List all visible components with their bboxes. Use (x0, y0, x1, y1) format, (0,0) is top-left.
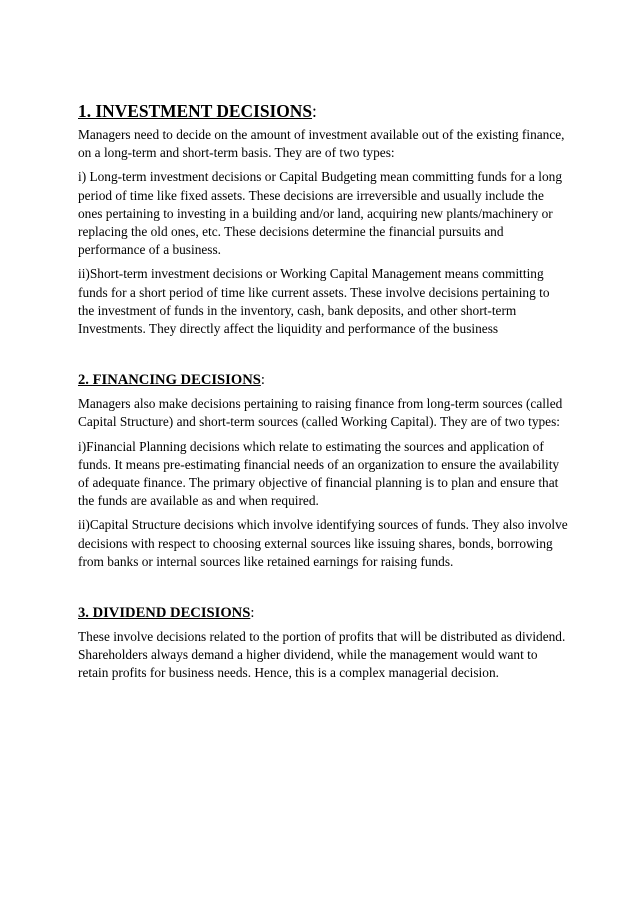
heading-colon: : (260, 372, 265, 389)
paragraph: Managers need to decide on the amount of investment available out of the existing finance, on a long-term and short-term basis. They are of two types: (78, 127, 565, 161)
heading-colon: : (312, 101, 317, 121)
section-spacer (78, 344, 568, 370)
section-investment-decisions (78, 100, 568, 338)
section-financing-decisions (78, 370, 568, 571)
paragraph: ii)Capital Structure decisions which involve identifying sources of funds. They also involve decisions with respect to choosing external sources like issuing shares, bonds, borrowing from banks or internal sources like retained earnings for raising funds. (78, 517, 568, 569)
paragraph: Managers also make decisions pertaining to raising finance from long-term sources (called Capital Structure) and short-term sources (called Working Capital). They are of two types: (78, 396, 563, 430)
section-heading (78, 603, 568, 623)
section-title: 2. FINANCING DECISIONS (78, 372, 261, 389)
section-heading (78, 370, 568, 390)
section-title: 1. INVESTMENT DECISIONS (78, 101, 313, 121)
paragraph: i)Financial Planning decisions which relate to estimating the sources and application of funds. It means pre-estimating financial needs of an organization to ensure the availability of adequate finance. The primary objective of financial planning is to plan and ensure that the funds are available as and when required. (78, 438, 560, 509)
paragraph: i) Long-term investment decisions or Capital Budgeting mean committing funds for a long period of time like fixed assets. These decisions are irreversible and usually include the ones pertaining to investing in a building and/or land, acquiring new plants/machinery or replacing the old ones, etc. These decisions determine the financial pursuits and performance of a business. (78, 169, 562, 258)
section-title: 3. DIVIDEND DECISIONS (78, 605, 251, 622)
section-heading (78, 100, 568, 122)
paragraph: These involve decisions related to the portion of profits that will be distributed as dividend. Shareholders always demand a higher dividend, while the management would want to retain profits for business needs. Hence, this is a complex managerial decision. (78, 629, 566, 681)
heading-colon: : (250, 605, 255, 622)
paragraph: ii)Short-term investment decisions or Working Capital Management means committing funds for a short period of time like current assets. These involve decisions pertaining to the investment of funds in the inventory, cash, bank deposits, and other short-term Investments. They directly affect the liquidity and performance of the business (78, 266, 550, 337)
section-dividend-decisions (78, 603, 568, 683)
section-spacer (78, 577, 568, 603)
document-page (78, 100, 568, 689)
